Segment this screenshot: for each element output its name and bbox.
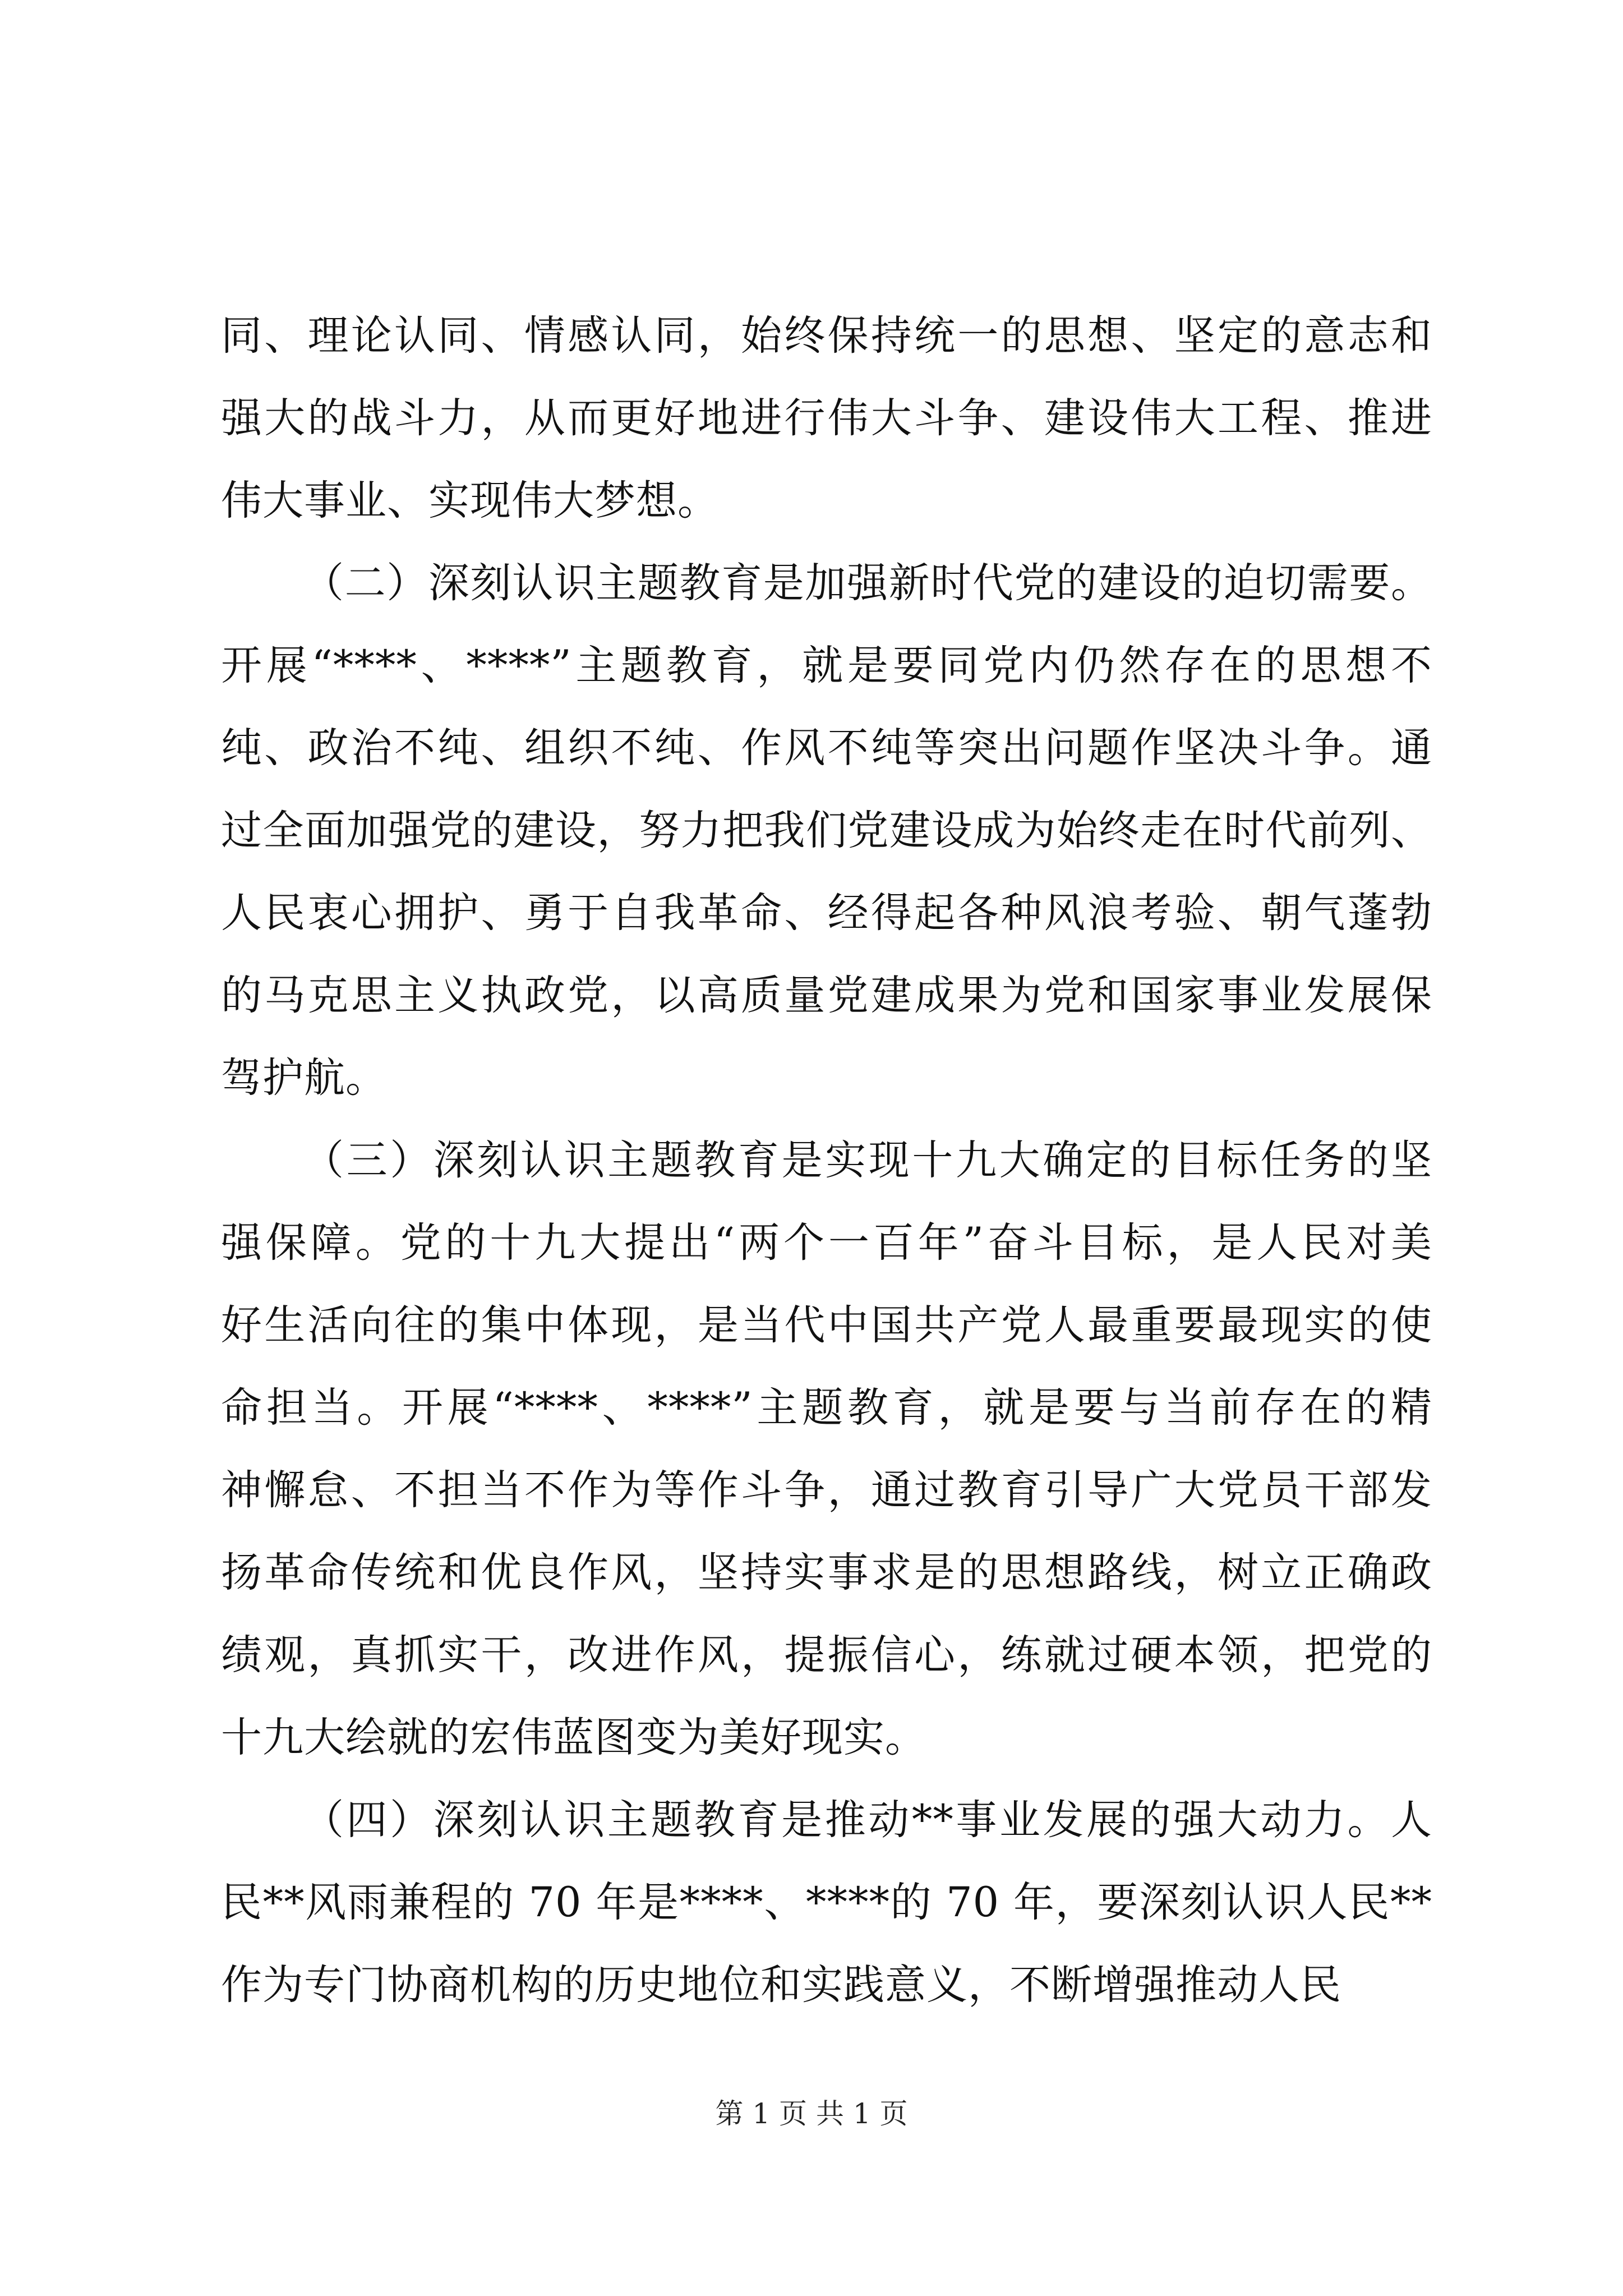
text-line-1: 同、理论认同、情感认同，始终保持统一的思想、坚定的意志和 xyxy=(221,312,1432,360)
text-line-12: 强保障。党的十九大提出“两个一百年”奋斗目标，是人民对美 xyxy=(221,1219,1432,1267)
page-number-footer: 第 1 页 共 1 页 xyxy=(715,2097,908,2130)
text-line-9: 的马克思主义执政党，以高质量党建成果为党和国家事业发展保 xyxy=(221,972,1432,1019)
section-heading-3: （三）深刻认识主题教育是实现十九大确定的目标任务的坚 xyxy=(303,1137,1432,1184)
text-line-16: 扬革命传统和优良作风，坚持实事求是的思想路线，树立正确政 xyxy=(221,1549,1432,1596)
text-line-7: 过全面加强党的建设，努力把我们党建设成为始终走在时代前列、 xyxy=(221,807,1432,854)
section-heading-2: （二）深刻认识主题教育是加强新时代党的建设的迫切需要。 xyxy=(303,559,1432,607)
text-line-17: 绩观，真抓实干，改进作风，提振信心，练就过硬本领，把党的 xyxy=(221,1631,1432,1679)
section-heading-4: （四）深刻认识主题教育是推动**事业发展的强大动力。人 xyxy=(303,1796,1432,1844)
text-line-5: 开展“****、****”主题教育，就是要同党内仍然存在的思想不 xyxy=(221,642,1432,689)
text-line-18: 十九大绘就的宏伟蓝图变为美好现实。 xyxy=(221,1714,926,1761)
text-line-15: 神懈怠、不担当不作为等作斗争，通过教育引导广大党员干部发 xyxy=(221,1466,1432,1514)
text-line-10: 驾护航。 xyxy=(221,1054,387,1102)
text-line-14: 命担当。开展“****、****”主题教育，就是要与当前存在的精 xyxy=(221,1384,1432,1432)
text-line-6: 纯、政治不纯、组织不纯、作风不纯等突出问题作坚决斗争。通 xyxy=(221,724,1432,772)
text-line-3: 伟大事业、实现伟大梦想。 xyxy=(221,477,719,524)
text-line-8: 人民衷心拥护、勇于自我革命、经得起各种风浪考验、朝气蓬勃 xyxy=(221,889,1432,937)
text-line-2: 强大的战斗力，从而更好地进行伟大斗争、建设伟大工程、推进 xyxy=(221,394,1432,442)
body-text xyxy=(221,295,1432,2026)
text-line-21: 作为专门协商机构的历史地位和实践意义，不断增强推动人民 xyxy=(221,1961,1341,2009)
text-line-20: 民**风雨兼程的 70 年是****、****的 70 年，要深刻认识人民** xyxy=(221,1879,1432,1926)
text-line-13: 好生活向往的集中体现，是当代中国共产党人最重要最现实的使 xyxy=(221,1301,1432,1349)
